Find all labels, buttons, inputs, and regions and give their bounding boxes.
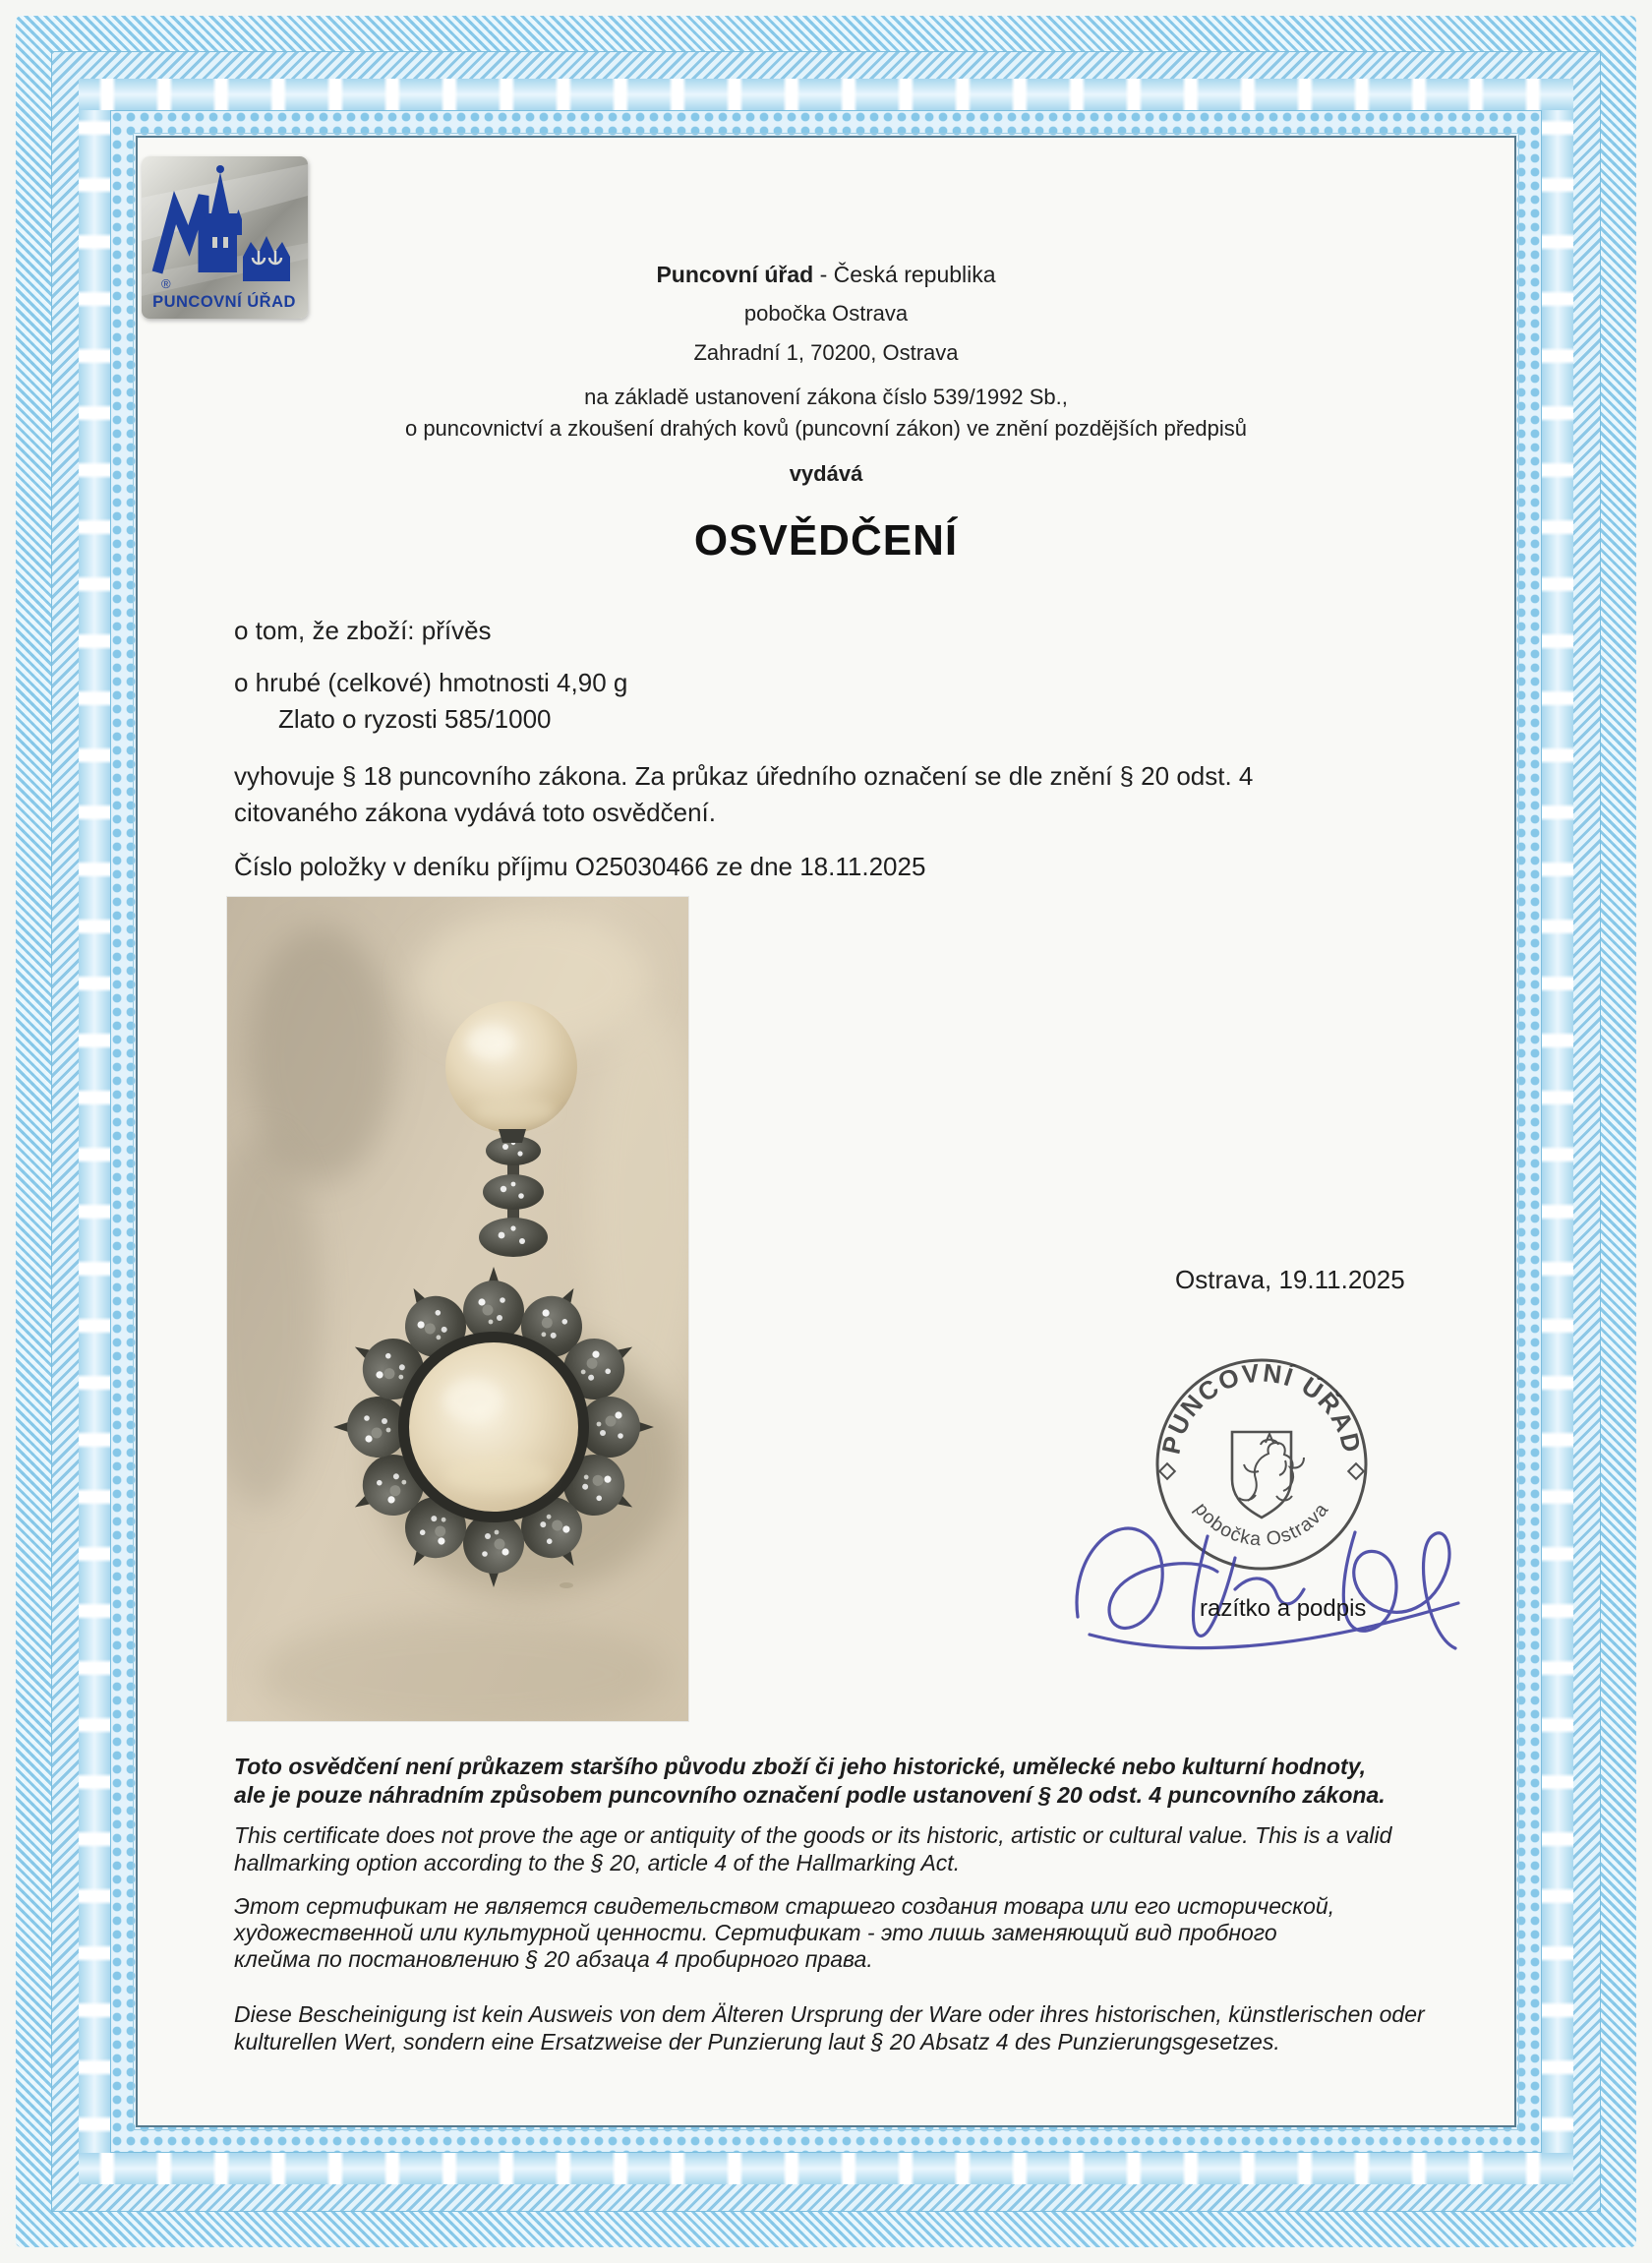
body-entry-line: Číslo položky v deníku příjmu O25030466 ze dne 18.11.2025 [234,852,926,881]
pendant-photo-image [227,897,688,1721]
disclaimer-en-line1: This certificate does not prove the age or antiquity of the goods or its historic, artistic or cultural value. This is a valid [234,1822,1392,1848]
puncovni-urad-logo [142,156,308,319]
body-item-line: o tom, že zboží: přívěs [234,616,492,645]
stamp-bottom-text: pobočka Ostrava [1190,1498,1333,1551]
logo-label: PUNCOVNÍ ÚŘAD [152,293,296,311]
border-wave-band-right [1542,110,1573,2153]
disclaimer-de-line2: kulturellen Wert, sondern eine Ersatzweise der Punzierung laut § 20 Absatz 4 des Punzierungsgesetzes. [234,2029,1280,2055]
header-legal-line2: o puncovnictví a zkoušení drahých kovů (puncovní zákon) ve znění pozdějších předpisů [404,416,1248,441]
header-branch: pobočka Ostrava [743,301,909,326]
issue-place-date: Ostrava, 19.11.2025 [1175,1265,1405,1294]
disclaimer-ru-line2: художественной или культурной ценности. Сертификат - это лишь заменяющий вид пробного [234,1920,1277,1945]
header-address: Zahradní 1, 70200, Ostrava [693,340,959,365]
body-law-line1: vyhovuje § 18 puncovního zákona. Za průkaz úředního označení se dle znění § 20 odst. 4 [234,761,1254,791]
disclaimer-ru-line1: Этот сертификат не является свидетельством старшего создания товара или его исторической, [234,1893,1335,1919]
header-legal-line1: na základě ustanovení zákona číslo 539/1992 Sb., [584,385,1068,409]
border-wave-band-top [79,79,1573,110]
page-title: OSVĚDČENÍ [693,516,959,565]
body-purity-line: Zlato o ryzosti 585/1000 [278,704,552,734]
header-issues: vydává [789,461,863,486]
disclaimer-en-line2: hallmarking option according to the § 20, article 4 of the Hallmarking Act. [234,1850,961,1876]
castle-crown-icon [142,156,308,319]
header-org-bold: Puncovní úřad [656,262,814,287]
header-org-line [138,262,1514,288]
stamp-caption: razítko a podpis [1200,1595,1367,1622]
body-law-line2: citovaného zákona vydává toto osvědčení. [234,798,716,827]
border-wave-band-left [79,110,110,2153]
header-org-rest: - Česká republika [813,262,996,287]
body-weight-line: o hrubé (celkové) hmotnosti 4,90 g [234,668,628,697]
disclaimer-ru-line3: клейма по постановлению § 20 абзаца 4 пробирного права. [234,1946,873,1972]
disclaimer-de-line1: Diese Bescheinigung ist kein Ausweis von dem Älteren Ursprung der Ware oder ihres historischen, künstlerischen oder [234,2001,1425,2027]
logo-registered-mark: ® [161,276,171,291]
stamp-top-text: PUNCOVNÍ ÚŘAD [1155,1357,1368,1458]
disclaimer-cs-line2: ale je pouze náhradním způsobem puncovního označení podle ustanovení § 20 odst. 4 puncovního zákona. [234,1782,1386,1808]
pendant-photo [227,897,688,1721]
disclaimer-cs-line1: Toto osvědčení není průkazem staršího původu zboží či jeho historické, umělecké nebo kulturní hodnoty, [234,1754,1367,1779]
certificate-paper [136,136,1516,2127]
border-wave-band-bottom [79,2153,1573,2184]
